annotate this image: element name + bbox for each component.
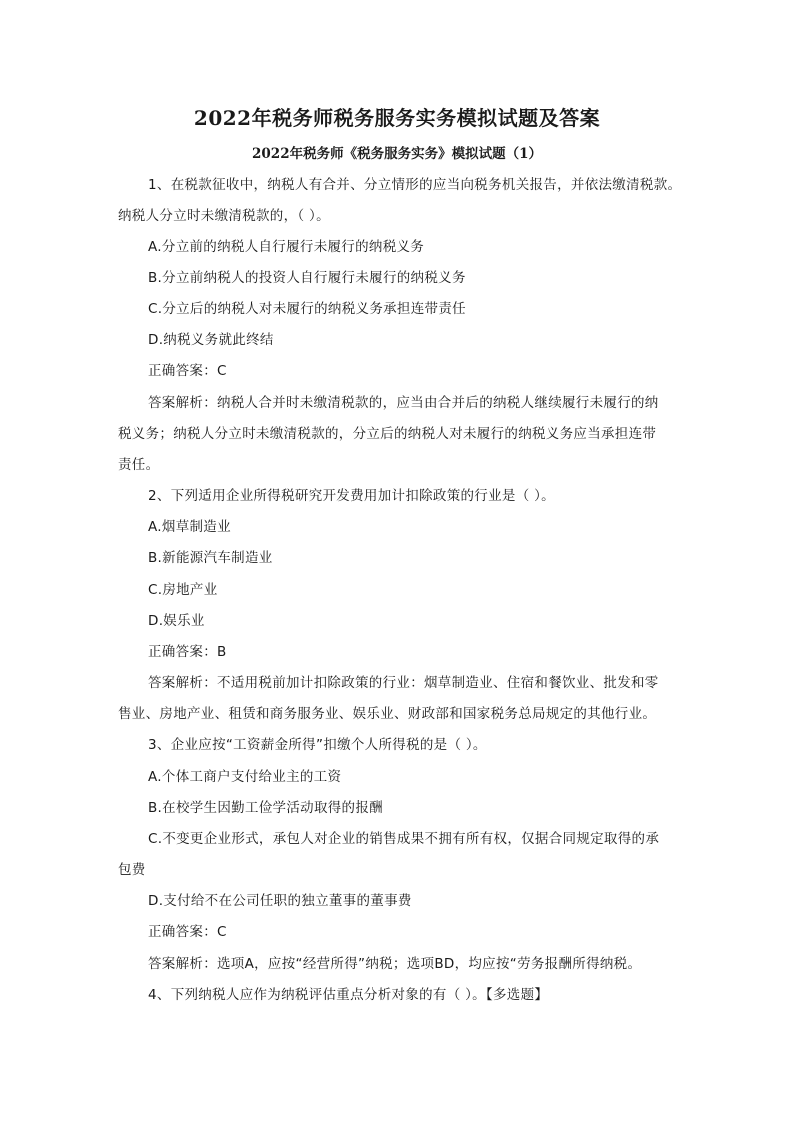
document-subtitle: 2022年税务师《税务服务实务》模拟试题（1） [252, 146, 542, 162]
question-3-option-d: D.支付给不在公司任职的独立董事的董事费 [148, 893, 412, 909]
question-2-answer: 正确答案：B [148, 644, 227, 660]
question-3-option-c-line-2: 包费 [118, 862, 146, 878]
question-1-option-d: D.纳税义务就此终结 [148, 332, 274, 348]
question-1-stem-line-1: 1、在税款征收中，纳税人有合并、分立情形的应当向税务机关报告，并依法缴清税款。 [148, 177, 682, 193]
question-2-explanation-line-2: 售业、房地产业、租赁和商务服务业、娱乐业、财政部和国家税务总局规定的其他行业。 [118, 706, 657, 722]
question-1-option-b: B.分立前纳税人的投资人自行履行未履行的纳税义务 [148, 270, 466, 286]
question-3-option-c-line-1: C.不变更企业形式，承包人对企业的销售成果不拥有所有权，仅据合同规定取得的承 [148, 831, 660, 847]
question-2-option-c: C.房地产业 [148, 582, 218, 598]
question-1-answer: 正确答案：C [148, 363, 227, 379]
question-2-explanation-line-1: 答案解析：不适用税前加计扣除政策的行业：烟草制造业、住宿和餐饮业、批发和零 [148, 675, 659, 691]
question-4-stem: 4、下列纳税人应作为纳税评估重点分析对象的有（ ）。【多选题】 [148, 987, 549, 1003]
question-1-explanation-line-2: 税义务；纳税人分立时未缴清税款的，分立后的纳税人对未履行的纳税义务应当承担连带 [118, 426, 657, 442]
question-1-stem-line-2: 纳税人分立时未缴清税款的，（ ）。 [118, 208, 330, 224]
question-3-option-a: A.个体工商户支付给业主的工资 [148, 769, 342, 785]
question-3-option-b: B.在校学生因勤工俭学活动取得的报酬 [148, 800, 383, 816]
question-3-answer: 正确答案：C [148, 924, 227, 940]
question-2-option-d: D.娱乐业 [148, 613, 205, 629]
question-1-option-c: C.分立后的纳税人对未履行的纳税义务承担连带责任 [148, 301, 466, 317]
question-2-stem: 2、下列适用企业所得税研究开发费用加计扣除政策的行业是（ ）。 [148, 488, 555, 504]
question-1-option-a: A.分立前的纳税人自行履行未履行的纳税义务 [148, 239, 425, 255]
question-2-option-b: B.新能源汽车制造业 [148, 550, 273, 566]
question-1-explanation-line-1: 答案解析：纳税人合并时未缴清税款的，应当由合并后的纳税人继续履行未履行的纳 [148, 395, 659, 411]
document-title: 2022年税务师税务服务实务模拟试题及答案 [193, 106, 601, 130]
question-3-stem: 3、企业应按“工资薪金所得”扣缴个人所得税的是（ ）。 [148, 737, 487, 753]
question-3-explanation: 答案解析：选项A，应按“经营所得”纳税；选项BD，均应按“劳务报酬所得纳税。 [148, 956, 642, 972]
question-1-explanation-line-3: 责任。 [118, 457, 160, 473]
question-2-option-a: A.烟草制造业 [148, 519, 231, 535]
